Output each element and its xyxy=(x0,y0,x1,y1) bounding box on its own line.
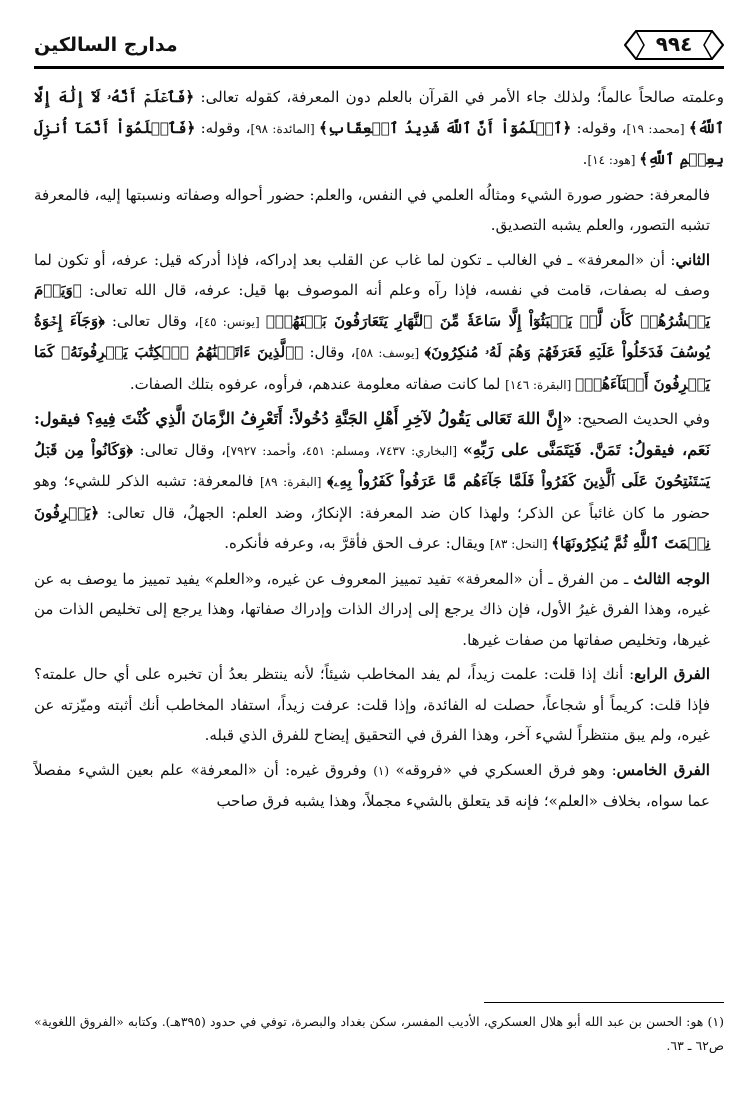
page-body xyxy=(34,82,724,817)
paragraph-text: وفروق غيره: أن «المعرفة» علم بعين الشيء مفصلاً عما سواه، بخلاف «العلم»؛ فإنه قد يتعلق بالشيء مجملاً، وهذا يشبه فرق صاحب xyxy=(34,760,710,810)
footnote-marker: (١) xyxy=(707,1014,724,1029)
paragraph-text: ، وقال: xyxy=(303,343,356,361)
paragraph-text: ـ من الفرق ـ أن «المعرفة» تفيد تمييز المعروف عن غيره، و«العلم» يفيد تمييز ما يوصف به عن غيره، وهذا الفرق غيرُ الأول، فإن ذاك يرجع إلى إدراك الذات وإدراك صفاتها، وهذا يرجع إلى تخليص الذات من غيرها، وتخليص صفاتها من صفات غيرها. xyxy=(34,569,710,649)
citation: [البقرة: ١٤٦] xyxy=(505,377,576,392)
paragraph xyxy=(34,404,724,560)
section-heading: الوجه الثالث xyxy=(633,569,710,588)
paragraph-text: فالمعرفة: حضور صورة الشيء ومثالُه العلمي في النفس، والعلم: حضور أحواله وصفاته ونسبتها إليه، فالمعرفة تشبه التصور، والعلم يشبه التصديق. xyxy=(34,185,710,234)
paragraph-text: ، وقوله: xyxy=(195,118,251,137)
paragraph-text: ، وقوله: xyxy=(571,118,627,137)
paragraph xyxy=(34,755,724,817)
paragraph-text: لما كانت صفاته معلومة عندهم، فرأوه، عرفوه بتلك الصفات. xyxy=(129,374,506,393)
footnote-text: هو: الحسن بن عبد الله أبو هلال العسكري، الأديب المفسر، سكن بغداد والبصرة، توفي في حدود (٣٩٥هـ). وكتابه «الفروق اللغوية» ص٦٢ ـ ٦٣. xyxy=(34,1014,724,1053)
paragraph-text: ويقال: عرف الحق فأقرَّ به، وعرفه فأنكره. xyxy=(224,534,490,552)
footnote xyxy=(34,1010,724,1058)
citation: [يوسف: ٥٨] xyxy=(355,346,425,360)
page-header xyxy=(34,28,724,70)
book-title: مدارج السالكين xyxy=(34,34,178,56)
quran-verse: ﴿ٱعۡلَمُوٓاْ أَنَّ ٱللَّهَ شَدِيدُ ٱلۡعِقَابِ﴾ xyxy=(318,118,572,137)
citation: (١) xyxy=(373,763,390,778)
paragraph xyxy=(34,659,724,751)
section-heading: الفرق الخامس xyxy=(616,760,710,779)
paragraph-text: : وهو فرق العسكري في «فروقه» xyxy=(389,760,617,779)
hadith-quote: «إِنَّ اللهَ تَعَالى يَقُولُ لآخِرِ أَهْلِ الجَنَّةِ دُخُولاً: أَتَعْرِفُ الزَّمَانَ الَّذِي كُنْتَ فِيهِ؟ فيقول: نَعَم، فيقولُ: تَمَنَّ. فَيَتَمَنَّى على رَبِّهِ» xyxy=(34,409,711,459)
quran-verse: ﴿وَجَآءَ إِخۡوَةُ يُوسُفَ فَدَخَلُواْ عَلَيۡهِ فَعَرَفَهُمۡ وَهُمۡ لَهُۥ مُنكِرُونَ﴾ xyxy=(34,311,710,361)
quran-verse: ﴿فَٱعۡلَمۡ أَنَّهُۥ لَآ إِلَٰهَ إِلَّا ٱللَّهُ﴾ xyxy=(34,88,724,137)
quran-verse: ﴿ٱلَّذِينَ ءَاتَيۡنَٰهُمُ ٱلۡكِتَٰبَ يَعۡرِفُونَهُۥ كَمَا يَعۡرِفُونَ أَبۡنَآءَهُمۡ﴾ xyxy=(34,343,710,393)
quran-verse: ﴿وَكَانُواْ مِن قَبۡلُ يَسۡتَفۡتِحُونَ عَلَى ٱلَّذِينَ كَفَرُواْ فَلَمَّا جَآءَهُم مَّا عَرَفُواْ كَفَرُواْ بِهِۦ﴾ xyxy=(34,440,711,490)
page-number-frame xyxy=(624,30,724,60)
paragraph-text: وعلمته صالحاً عالماً؛ ولذلك جاء الأمر في القرآن بالعلم دون المعرفة، كقوله تعالى: xyxy=(194,88,724,106)
quran-verse: ﴿فَٱعۡلَمُوٓاْ أَنَّمَآ أُنزِلَ بِعِلۡمِ ٱللَّهِ﴾ xyxy=(34,118,724,168)
paragraph xyxy=(34,245,724,401)
paragraph-text: ، وقال تعالى: xyxy=(132,440,226,459)
page-number: ٩٩٤ xyxy=(655,32,693,56)
paragraph-text: وفي الحديث الصحيح: xyxy=(572,410,710,428)
quran-verse: ﴿وَيَوۡمَ يَحۡشُرُهُمۡ كَأَن لَّمۡ يَلۡبَثُوٓاْ إِلَّا سَاعَةٗ مِّنَ ٱلنَّهَارِ يَتَعَارَفُونَ بَيۡنَهُمۡ﴾ xyxy=(34,281,711,330)
paragraph xyxy=(34,180,724,241)
citation: [هود: ١٤] xyxy=(587,153,640,167)
citation: [البقرة: ٨٩] xyxy=(259,475,328,489)
book-page xyxy=(34,28,724,1098)
citation: [المائدة: ٩٨] xyxy=(250,121,319,136)
section-heading: الثاني xyxy=(675,250,710,269)
paragraph-text: : أنك إذا قلت: علمت زيداً، لم يفد المخاطب شيئاً؛ لأنه ينتظر بعدُ أن تخبره على أي حال علمته؟ فإذا قلت: كريماً أو شجاعاً، حصلت له الفائدة، وإذا قلت: عرفت زيداً، استفاد المخاطب أنك أثبته وميّزته عن غيره، ولم يبق منتظراً لشيء آخر، وهذا الفرق في التحقيق إيضاح للفرق الذي قبله. xyxy=(34,665,710,744)
header-rule xyxy=(34,66,724,69)
paragraph-text: ، وقال تعالى: xyxy=(104,311,200,330)
paragraph xyxy=(34,82,724,176)
citation: [البخاري: ٧٤٣٧، ومسلم: ٤٥١، وأحمد: ٧٩٢٧] xyxy=(225,443,463,458)
paragraph xyxy=(34,564,724,656)
quran-verse: ﴿يَعۡرِفُونَ نِعۡمَتَ ٱللَّهِ ثُمَّ يُنكِرُونَهَا﴾ xyxy=(34,503,710,552)
citation: [محمد: ١٩] xyxy=(626,121,689,136)
paragraph-text: . xyxy=(582,150,588,168)
citation: [النحل: ٨٣] xyxy=(489,537,552,551)
section-heading: الفرق الرابع xyxy=(634,665,710,683)
citation: [يونس: ٤٥] xyxy=(199,314,266,329)
paragraph-text: : أن «المعرفة» ـ في الغالب ـ تكون لما غاب عن القلب بعد إدراكه، فإذا أدركه قيل: عرفه، أو تكون لما وصف له بصفات، قامت في نفسه، فإذا رآه وعلم أنه الموصوف بها قيل: عرفه، قال الله تعالى: xyxy=(34,250,710,299)
paragraph-text: فالمعرفة: تشبه الذكر للشيء؛ وهو حضور ما كان غائباً عن الذكر؛ ولهذا كان ضد المعرفة: الإنكارُ، وضد العلم: الجهلُ، قال تعالى: xyxy=(34,472,710,522)
footnote-separator xyxy=(484,1002,724,1003)
